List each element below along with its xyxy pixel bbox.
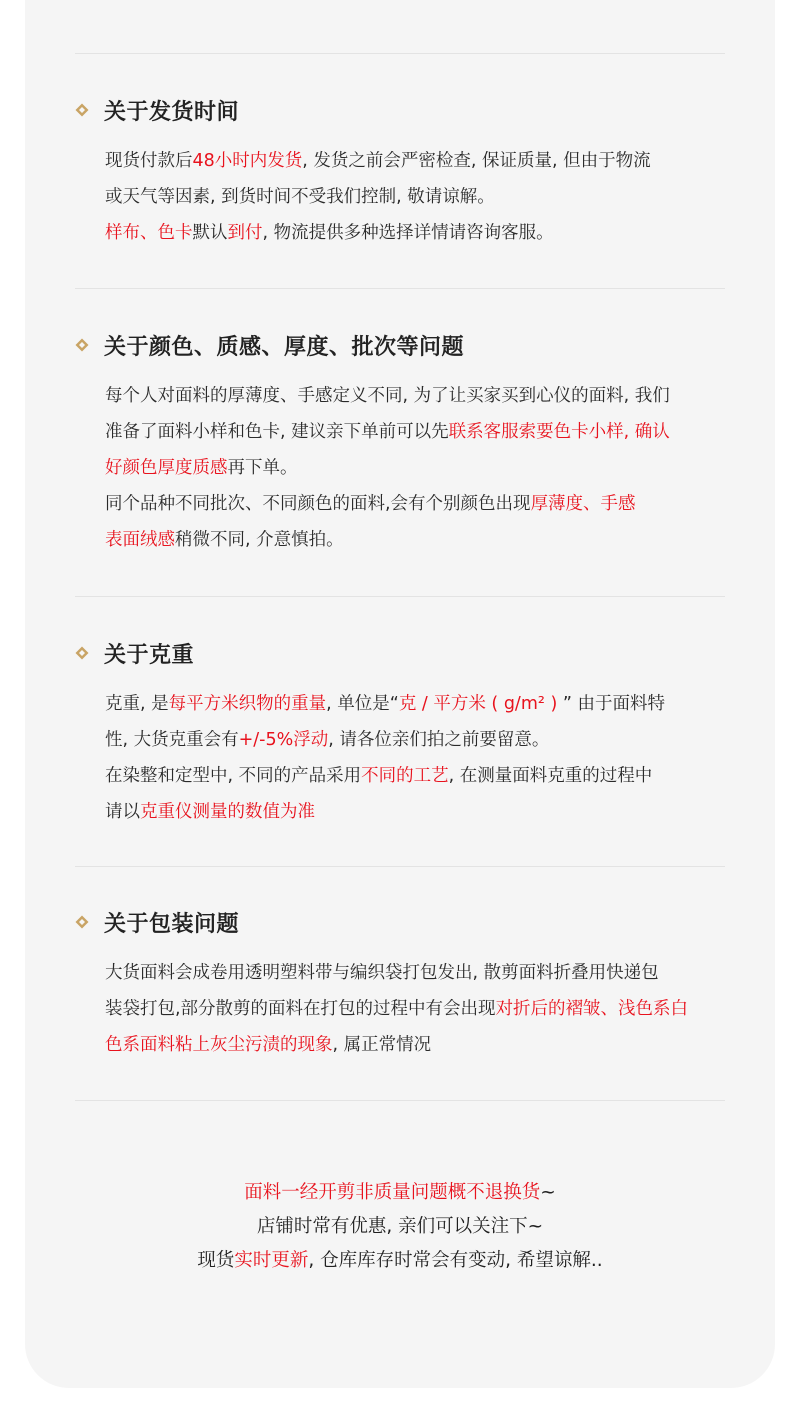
- divider: [75, 288, 725, 289]
- footer-notice: [25, 1176, 775, 1278]
- highlight-text: 到付: [227, 223, 263, 243]
- divider: [75, 53, 725, 54]
- body-text: , 请各位亲们拍之前要留意。: [328, 730, 550, 750]
- gold-diamond-bullet-icon: [75, 915, 89, 929]
- text-line: [105, 1027, 730, 1063]
- text-line: [105, 955, 730, 991]
- body-text: 装袋打包,部分散剪的面料在打包的过程中有会出现: [105, 999, 496, 1019]
- text-line: [105, 794, 730, 830]
- highlight-text: 不同的工艺: [361, 766, 449, 786]
- body-text: 大货面料会成卷用透明塑料带与编织袋打包发出, 散剪面料折叠用快递包: [105, 963, 659, 983]
- gold-diamond-bullet-icon: [75, 338, 89, 352]
- highlight-text: +/-5%浮动: [238, 730, 329, 750]
- section-body: [105, 378, 730, 558]
- body-text: , 发货之前会严密检查, 保证质量, 但由于物流: [302, 151, 651, 171]
- body-text: , 单位是“: [326, 694, 399, 714]
- section-title: 关于克重: [104, 642, 195, 668]
- section-body: [105, 686, 730, 830]
- highlight-text: 好颜色厚度质感: [105, 458, 228, 478]
- text-line: [105, 450, 730, 486]
- body-text: 默认: [192, 223, 228, 243]
- section-body: [105, 143, 730, 251]
- text-line: [105, 179, 730, 215]
- gold-diamond-bullet-icon: [75, 646, 89, 660]
- section-body: [105, 955, 730, 1063]
- highlight-text: 克重仪测量的数值为准: [140, 802, 315, 822]
- gold-diamond-bullet-icon: [75, 103, 89, 117]
- body-text: 性, 大货克重会有: [105, 730, 239, 750]
- text-line: [105, 686, 730, 722]
- body-text: 克重, 是: [105, 694, 169, 714]
- text-line: [105, 378, 730, 414]
- highlight-text: 实时更新: [234, 1250, 309, 1271]
- text-line: [105, 758, 730, 794]
- highlight-text: 厚薄度、手感: [530, 494, 636, 514]
- section-header-shipping-time: [75, 95, 239, 125]
- highlight-text: 对折后的褶皱、浅色系白: [495, 999, 689, 1019]
- highlight-text: 联系客服索要色卡小样, 确认: [448, 422, 670, 442]
- text-line: [105, 522, 730, 558]
- body-text: 现货付款后: [105, 151, 193, 171]
- section-header-fabric-weight: [75, 638, 194, 668]
- text-line: [105, 991, 730, 1027]
- text-line: [105, 722, 730, 758]
- highlight-text: 样布、色卡: [105, 223, 193, 243]
- text-line: [105, 414, 730, 450]
- highlight-text: 克 / 平方米 ( g/m² ): [398, 694, 558, 714]
- section-title: 关于包装问题: [104, 911, 240, 937]
- body-text: ~: [540, 1182, 556, 1203]
- body-text: 每个人对面料的厚薄度、手感定义不同, 为了让买家买到心仪的面料, 我们: [105, 386, 670, 406]
- highlight-text: 每平方米织物的重量: [168, 694, 327, 714]
- highlight-text: 表面绒感: [105, 530, 175, 550]
- section-header-color-texture: [75, 330, 464, 360]
- text-line: [25, 1210, 775, 1244]
- text-line: [25, 1244, 775, 1278]
- body-text: , 在测量面料克重的过程中: [448, 766, 653, 786]
- body-text: 同个品种不同批次、不同颜色的面料,会有个别颜色出现: [105, 494, 531, 514]
- divider: [75, 866, 725, 867]
- highlight-text: 面料一经开剪非质量问题概不退换货: [244, 1182, 541, 1203]
- text-line: [105, 215, 730, 251]
- text-line: [25, 1176, 775, 1210]
- body-text: 在染整和定型中, 不同的产品采用: [105, 766, 362, 786]
- section-title: 关于发货时间: [104, 99, 240, 125]
- text-line: [105, 486, 730, 522]
- body-text: , 仓库库存时常会有变动, 希望谅解..: [308, 1250, 603, 1271]
- body-text: , 物流提供多种选择详情请咨询客服。: [262, 223, 554, 243]
- body-text: ” 由于面料特: [557, 694, 665, 714]
- body-text: 准备了面料小样和色卡, 建议亲下单前可以先: [105, 422, 449, 442]
- body-text: 现货: [197, 1250, 235, 1271]
- section-header-packaging: [75, 907, 239, 937]
- body-text: 请以: [105, 802, 140, 822]
- text-line: [105, 143, 730, 179]
- divider: [75, 1100, 725, 1101]
- body-text: , 属正常情况: [332, 1035, 432, 1055]
- body-text: 店铺时常有优惠, 亲们可以关注下~: [256, 1216, 544, 1237]
- body-text: 或天气等因素, 到货时间不受我们控制, 敬请谅解。: [105, 187, 495, 207]
- highlight-text: 色系面料粘上灰尘污渍的现象: [105, 1035, 333, 1055]
- body-text: 再下单。: [227, 458, 298, 478]
- highlight-text: 48小时内发货: [192, 151, 303, 171]
- divider: [75, 596, 725, 597]
- section-title: 关于颜色、质感、厚度、批次等问题: [104, 334, 465, 360]
- body-text: 稍微不同, 介意慎拍。: [175, 530, 344, 550]
